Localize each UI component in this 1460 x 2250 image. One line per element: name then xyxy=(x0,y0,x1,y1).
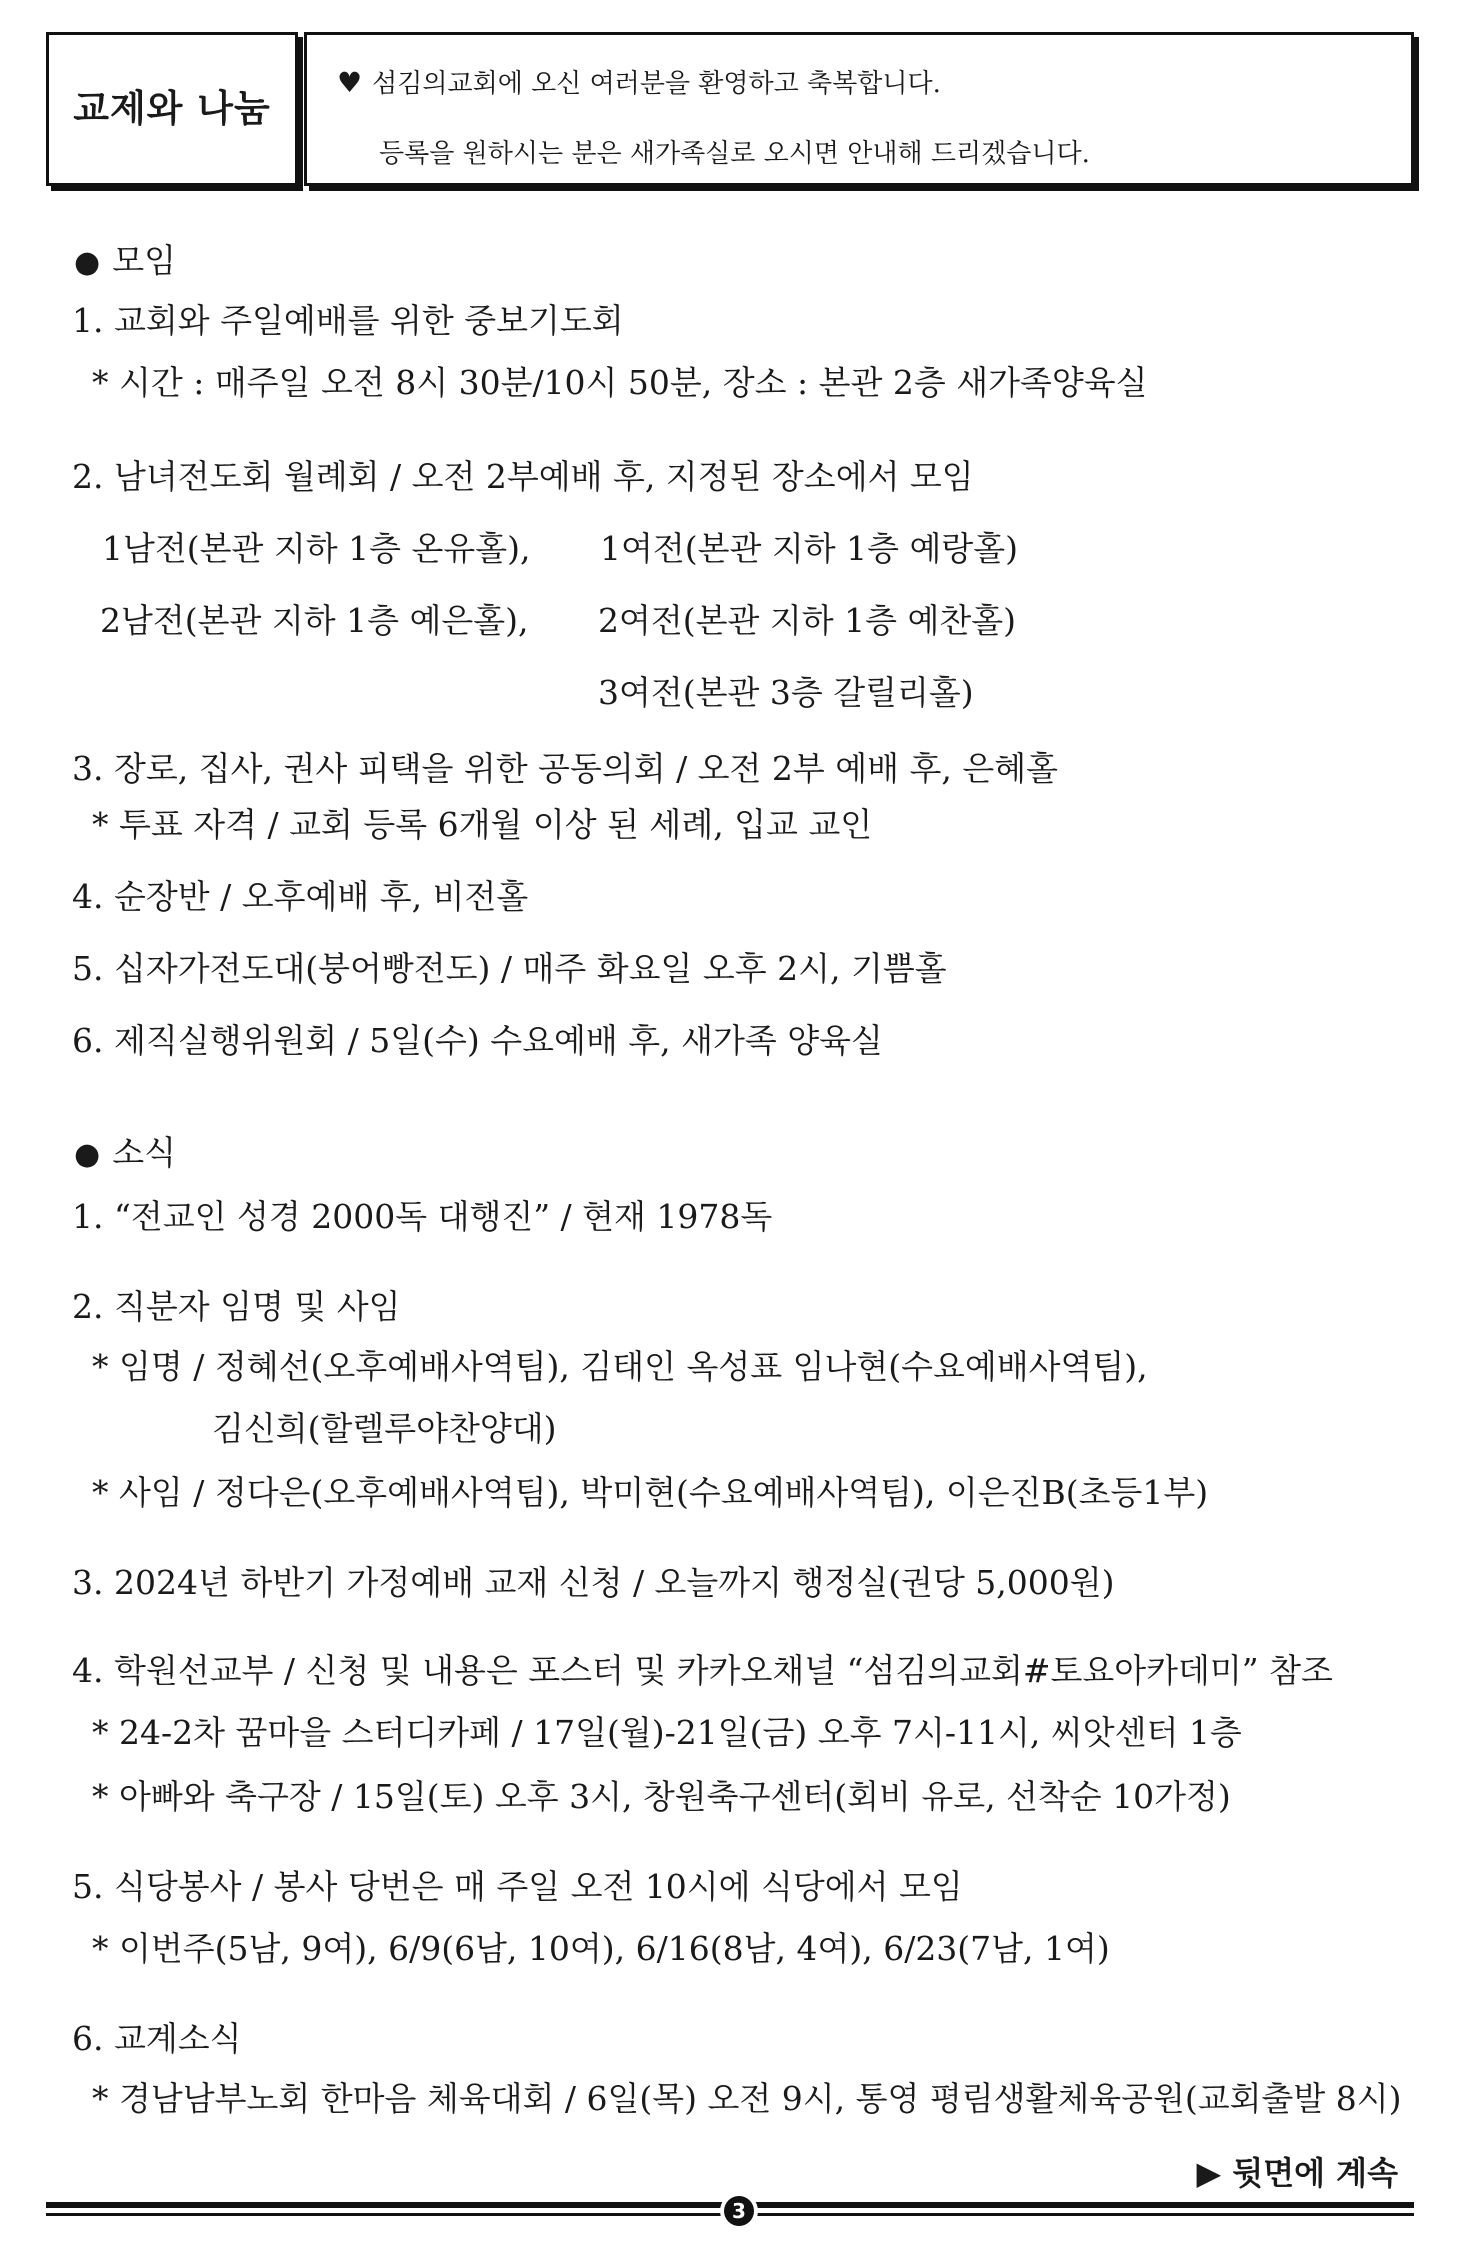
meeting-item-3-detail: * 투표 자격 / 교회 등록 6개월 이상 된 세례, 입교 교인 xyxy=(92,805,873,844)
news-item-4-a: * 24-2차 꿈마을 스터디카페 / 17일(월)-21일(금) 오후 7시-11시, 씨앗센터 1층 xyxy=(92,1713,1242,1752)
news-item-3: 3. 2024년 하반기 가정예배 교재 신청 / 오늘까지 행정실(권당 5,000원) xyxy=(72,1563,1115,1602)
news-item-2-appoint-cont: 김신희(할렐루야찬양대) xyxy=(212,1409,557,1448)
meeting-item-2-d: 2여전(본관 지하 1층 예찬홀) xyxy=(598,601,1016,640)
meeting-item-2-c: 2남전(본관 지하 1층 예은홀), xyxy=(100,601,529,640)
news-heading xyxy=(74,1133,176,1172)
news-item-5: 5. 식당봉사 / 봉사 당번은 매 주일 오전 10시에 식당에서 모임 xyxy=(72,1867,963,1906)
meeting-item-1: 1. 교회와 주일예배를 위한 중보기도회 xyxy=(72,301,624,340)
meeting-item-2: 2. 남녀전도회 월례회 / 오전 2부예배 후, 지정된 장소에서 모임 xyxy=(72,457,974,496)
meetings-heading-text: 모임 xyxy=(112,241,176,280)
news-item-6: 6. 교계소식 xyxy=(72,2019,242,2058)
meeting-item-1-detail: * 시간 : 매주일 오전 8시 30분/10시 50분, 장소 : 본관 2층 새가족양육실 xyxy=(92,363,1148,402)
continued-text: 뒷면에 계속 xyxy=(1232,2154,1398,2192)
news-item-2: 2. 직분자 임명 및 사임 xyxy=(72,1287,401,1326)
bullet-icon: ● xyxy=(74,245,101,280)
bullet-icon: ● xyxy=(74,1137,101,1172)
welcome-line-2: 등록을 원하시는 분은 새가족실로 오시면 안내해 드리겠습니다. xyxy=(379,139,1090,169)
welcome-box xyxy=(304,32,1414,186)
news-item-1: 1. “전교인 성경 2000독 대행진” / 현재 1978독 xyxy=(72,1197,773,1236)
continued-label xyxy=(1197,2148,1398,2194)
news-item-6-a: * 경남남부노회 한마음 체육대회 / 6일(목) 오전 9시, 통영 평림생활체육공원(교회출발 8시) xyxy=(92,2079,1402,2118)
meeting-item-5: 5. 십자가전도대(붕어빵전도) / 매주 화요일 오후 2시, 기쁨홀 xyxy=(72,949,947,988)
section-title-box xyxy=(46,32,298,186)
news-item-4: 4. 학원선교부 / 신청 및 내용은 포스터 및 카카오채널 “섬김의교회#토요아카데미” 참조 xyxy=(72,1651,1333,1690)
meeting-item-2-e: 3여전(본관 3층 갈릴리홀) xyxy=(598,673,974,712)
news-item-2-resign: * 사임 / 정다은(오후예배사역팀), 박미현(수요예배사역팀), 이은진B(초등1부) xyxy=(92,1473,1209,1512)
page-number: 3 xyxy=(724,2196,754,2226)
section-title: 교제와 나눔 xyxy=(73,87,271,130)
news-item-4-b: * 아빠와 축구장 / 15일(토) 오후 3시, 창원축구센터(회비 유로, 선착순 10가정) xyxy=(92,1777,1231,1816)
meeting-item-4: 4. 순장반 / 오후예배 후, 비전홀 xyxy=(72,877,529,916)
news-heading-text: 소식 xyxy=(112,1133,176,1172)
meeting-item-6: 6. 제직실행위원회 / 5일(수) 수요예배 후, 새가족 양육실 xyxy=(72,1021,883,1060)
news-item-5-a: * 이번주(5남, 9여), 6/9(6남, 10여), 6/16(8남, 4여), 6/23(7남, 1여) xyxy=(92,1929,1110,1968)
welcome-text-1: 섬김의교회에 오신 여러분을 환영하고 축복합니다. xyxy=(372,69,941,99)
welcome-line-1 xyxy=(337,63,941,100)
meeting-item-2-a: 1남전(본관 지하 1층 온유홀), xyxy=(102,529,531,568)
news-item-2-appoint: * 임명 / 정혜선(오후예배사역팀), 김태인 옥성표 임나현(수요예배사역팀), xyxy=(92,1347,1148,1386)
triangle-right-icon: ▶ xyxy=(1196,2154,1222,2192)
meetings-heading xyxy=(74,241,176,280)
meeting-item-2-b: 1여전(본관 지하 1층 예랑홀) xyxy=(600,529,1018,568)
meeting-item-3: 3. 장로, 집사, 권사 피택을 위한 공동의회 / 오전 2부 예배 후, 은혜홀 xyxy=(72,749,1059,788)
heart-icon: ♥ xyxy=(337,66,363,99)
